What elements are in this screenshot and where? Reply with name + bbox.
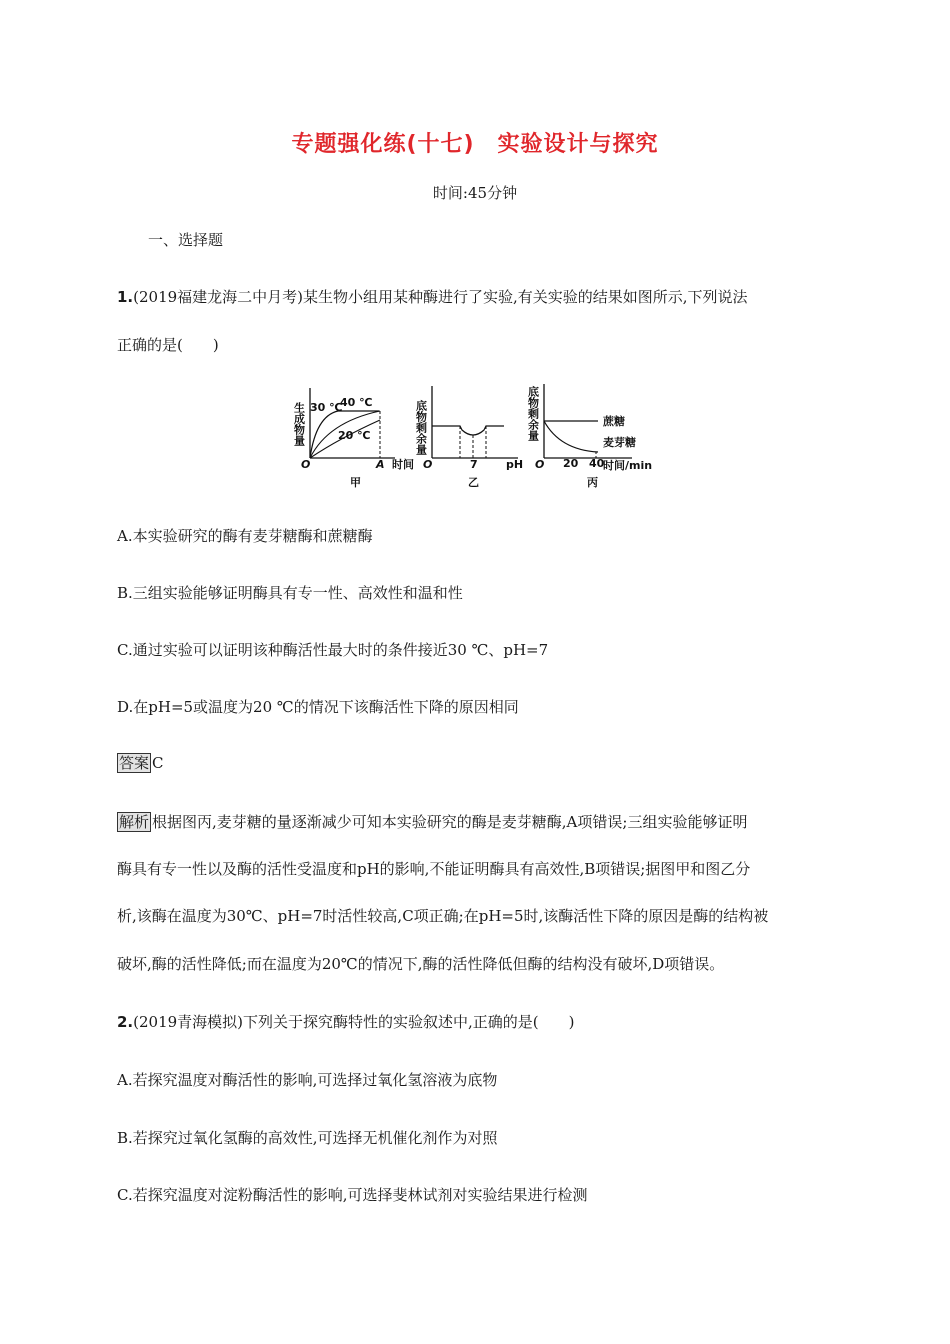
question-2-option-c: C.若探究温度对淀粉酶活性的影响,可选择斐林试剂对实验结果进行检测	[117, 1186, 588, 1204]
yi-curve	[432, 426, 504, 435]
question-1-option-c: C.通过实验可以证明该种酶活性最大时的条件接近30 ℃、pH=7	[117, 641, 549, 659]
bing-caption: 丙	[587, 476, 598, 489]
jia-xlabel: 时间	[392, 458, 414, 471]
analysis-line-3: 析,该酶在温度为30℃、pH=7时活性较高,C项正确;在pH=5时,该酶活性下降的原因是酶的结构被	[117, 907, 769, 925]
jia-caption: 甲	[350, 476, 361, 489]
jia-label-40c: 40 ℃	[340, 396, 373, 409]
figure-panel-jia	[293, 388, 415, 489]
bing-origin: O	[535, 458, 545, 471]
yi-caption: 乙	[468, 476, 479, 489]
figure-panel-bing	[527, 384, 653, 489]
question-1-stem	[117, 286, 748, 307]
analysis-tag: 解析	[119, 813, 150, 831]
bing-label-maltose: 麦芽糖	[603, 436, 636, 449]
question-1-option-a: A.本实验研究的酶有麦芽糖酶和蔗糖酶	[117, 527, 373, 545]
analysis-line-4: 破坏,酶的活性降低;而在温度为20℃的情况下,酶的活性降低但酶的结构没有破坏,D项错误。	[117, 955, 725, 973]
answer-value: C	[152, 754, 164, 772]
analysis-line-1	[117, 811, 747, 832]
yi-origin: O	[423, 458, 433, 471]
time-limit: 时间:45分钟	[432, 184, 518, 202]
experiment-figure	[280, 380, 680, 495]
jia-xmark-a: A	[376, 458, 385, 471]
answer-row	[117, 753, 164, 773]
question-1-text-line2: 正确的是( )	[117, 336, 219, 354]
bing-xlabel: 时间/min	[603, 459, 653, 472]
figure-panel-yi	[415, 386, 524, 489]
question-1-option-b: B.三组实验能够证明酶具有专一性、高效性和温和性	[117, 584, 463, 602]
jia-label-30c: 30 ℃	[310, 401, 343, 414]
bing-xmark-20: 20	[563, 457, 579, 470]
question-2-stem	[117, 1011, 575, 1032]
analysis-text-1: 根据图丙,麦芽糖的量逐渐减少可知本实验研究的酶是麦芽糖酶,A项错误;三组实验能够证明	[152, 813, 748, 831]
bing-ylabel: 底物剩余量	[526, 386, 540, 441]
question-1-number: 1.	[117, 288, 134, 306]
jia-ylabel: 生成物量	[292, 402, 306, 446]
answer-tag: 答案	[119, 754, 150, 772]
question-1-text-line1: (2019福建龙海二中月考)某生物小组用某种酶进行了实验,有关实验的结果如图所示,下列说法	[133, 288, 748, 306]
jia-label-20c: 20 ℃	[338, 429, 371, 442]
bing-label-sucrose: 蔗糖	[603, 415, 625, 428]
yi-xlabel: pH	[506, 458, 524, 471]
section-heading: 一、选择题	[148, 231, 224, 249]
question-2-option-a: A.若探究温度对酶活性的影响,可选择过氧化氢溶液为底物	[117, 1071, 498, 1089]
jia-origin: O	[301, 458, 311, 471]
question-1-option-d: D.在pH=5或温度为20 ℃的情况下该酶活性下降的原因相同	[117, 698, 519, 716]
analysis-line-2: 酶具有专一性以及酶的活性受温度和pH的影响,不能证明酶具有高效性,B项错误;据图甲和图乙分	[117, 860, 751, 878]
yi-xmark-7: 7	[470, 458, 478, 471]
question-2-option-b: B.若探究过氧化氢酶的高效性,可选择无机催化剂作为对照	[117, 1129, 498, 1147]
question-2-text: (2019青海模拟)下列关于探究酶特性的实验叙述中,正确的是( )	[133, 1013, 575, 1031]
page-title: 专题强化练(十七) 实验设计与探究	[291, 132, 659, 157]
yi-ylabel: 底物剩余量	[414, 400, 428, 455]
bing-xmark-40: 40	[589, 457, 605, 470]
question-2-number: 2.	[117, 1013, 134, 1031]
bing-curve-maltose	[544, 421, 598, 452]
